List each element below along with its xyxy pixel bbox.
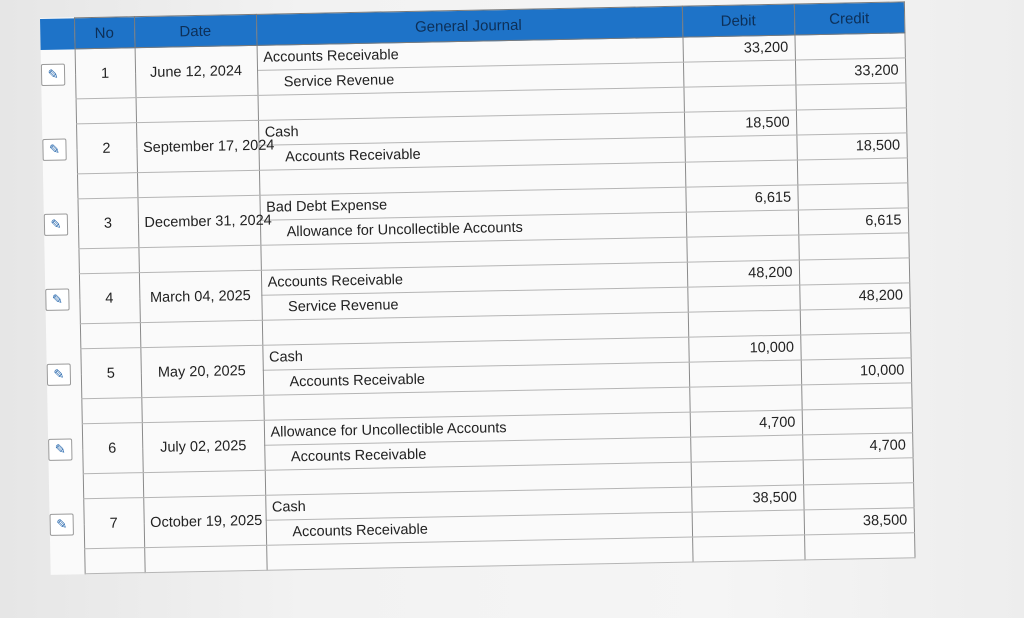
edit-cell	[46, 349, 81, 400]
entry-date[interactable]: October 19, 2025	[143, 495, 266, 547]
spacer-cell[interactable]	[692, 535, 804, 562]
spacer-cell	[141, 395, 263, 422]
spacer-cell[interactable]	[797, 158, 907, 185]
credit-empty-cell[interactable]	[799, 258, 909, 285]
journal-body	[41, 33, 915, 574]
credit-account-cell[interactable]: Service Revenue	[257, 62, 683, 95]
edit-cell	[42, 124, 77, 175]
spacer-edit-cell	[44, 249, 78, 275]
debit-amount-cell[interactable]: 38,500	[691, 485, 803, 512]
debit-empty-cell[interactable]	[684, 135, 796, 162]
spacer-cell	[136, 95, 258, 122]
debit-account-cell[interactable]: Cash	[258, 112, 684, 145]
credit-empty-cell[interactable]	[794, 33, 904, 60]
credit-account-cell[interactable]: Accounts Receivable	[266, 512, 692, 545]
pencil-icon: ✎	[48, 141, 61, 157]
header-spacer	[40, 18, 75, 50]
debit-account-cell[interactable]: Accounts Receivable	[257, 37, 683, 70]
credit-empty-cell[interactable]	[797, 183, 907, 210]
spacer-edit-cell	[42, 99, 76, 125]
credit-amount-cell[interactable]: 48,200	[799, 283, 909, 310]
entry-date[interactable]: July 02, 2025	[142, 420, 265, 472]
spacer-cell	[143, 470, 265, 497]
credit-account-cell[interactable]: Accounts Receivable	[263, 362, 689, 395]
spacer-cell[interactable]	[803, 458, 913, 485]
spacer-edit-cell	[43, 174, 77, 200]
spacer-cell	[81, 398, 141, 424]
debit-account-cell[interactable]: Bad Debt Expense	[259, 187, 685, 220]
spacer-cell[interactable]	[798, 233, 908, 260]
credit-empty-cell[interactable]	[796, 108, 906, 135]
credit-account-cell[interactable]: Service Revenue	[261, 287, 687, 320]
header-debit: Debit	[682, 4, 795, 37]
edit-cell	[43, 199, 78, 250]
pencil-icon: ✎	[47, 66, 59, 82]
debit-account-cell[interactable]: Cash	[265, 487, 691, 520]
debit-empty-cell[interactable]	[683, 60, 795, 87]
credit-amount-cell[interactable]: 33,200	[795, 58, 905, 85]
entry-number: 4	[79, 273, 140, 324]
entry-date[interactable]: June 12, 2024	[135, 45, 258, 97]
entry-number: 1	[75, 48, 136, 99]
credit-empty-cell[interactable]	[802, 408, 912, 435]
spacer-cell[interactable]	[691, 460, 803, 487]
credit-account-cell[interactable]: Allowance for Uncollectible Accounts	[260, 212, 686, 245]
entry-number: 7	[83, 498, 144, 549]
spacer-cell	[137, 170, 259, 197]
header-general-journal: General Journal	[256, 6, 683, 45]
edit-entry-button[interactable]	[50, 513, 74, 535]
spacer-cell[interactable]	[801, 383, 911, 410]
pencil-icon: ✎	[51, 291, 63, 307]
debit-amount-cell[interactable]: 48,200	[687, 260, 799, 287]
edit-entry-button[interactable]	[45, 288, 69, 310]
edit-entry-button[interactable]	[44, 213, 68, 235]
spacer-edit-cell	[46, 324, 80, 350]
debit-amount-cell[interactable]: 33,200	[682, 35, 794, 62]
credit-empty-cell[interactable]	[800, 333, 910, 360]
spacer-cell	[84, 548, 144, 574]
edit-cell	[41, 49, 76, 100]
spacer-cell	[83, 473, 143, 499]
spacer-edit-cell	[49, 474, 83, 500]
spacer-cell[interactable]	[683, 85, 795, 112]
debit-account-cell[interactable]: Accounts Receivable	[261, 262, 687, 295]
general-journal-table	[40, 1, 915, 574]
spacer-cell[interactable]	[688, 310, 800, 337]
credit-account-cell[interactable]: Accounts Receivable	[264, 437, 690, 470]
debit-empty-cell[interactable]	[689, 360, 801, 387]
edit-cell	[48, 424, 83, 475]
debit-amount-cell[interactable]: 4,700	[690, 410, 802, 437]
header-no: No	[74, 17, 135, 49]
credit-account-cell[interactable]: Accounts Receivable	[258, 137, 684, 170]
spacer-cell[interactable]	[689, 385, 801, 412]
debit-account-cell[interactable]: Cash	[262, 337, 688, 370]
header-date: Date	[134, 14, 257, 47]
debit-empty-cell[interactable]	[686, 210, 798, 237]
debit-empty-cell[interactable]	[687, 285, 799, 312]
spacer-cell[interactable]	[686, 235, 798, 262]
entry-date[interactable]: December 31, 2024	[137, 195, 260, 247]
edit-cell	[49, 499, 84, 550]
spacer-edit-cell	[47, 399, 81, 425]
debit-amount-cell[interactable]: 18,500	[684, 110, 796, 137]
credit-amount-cell[interactable]: 4,700	[802, 433, 912, 460]
spacer-cell	[77, 173, 137, 199]
edit-entry-button[interactable]	[48, 438, 72, 460]
spacer-cell[interactable]	[804, 533, 914, 560]
pencil-icon: ✎	[54, 441, 66, 457]
entry-number: 3	[77, 198, 138, 249]
edit-entry-button[interactable]	[42, 138, 66, 160]
entry-number: 5	[80, 348, 141, 399]
edit-cell	[45, 274, 80, 325]
pencil-icon: ✎	[56, 516, 68, 532]
credit-amount-cell[interactable]: 10,000	[801, 358, 911, 385]
credit-empty-cell[interactable]	[803, 483, 913, 510]
debit-empty-cell[interactable]	[690, 435, 802, 462]
entry-date[interactable]: September 17, 2024	[136, 120, 259, 172]
spacer-edit-cell	[50, 549, 84, 575]
spacer-cell	[138, 245, 260, 272]
edit-entry-button[interactable]	[41, 63, 65, 85]
entry-number: 6	[82, 423, 143, 474]
journal-sheet	[40, 1, 915, 617]
pencil-icon: ✎	[50, 216, 62, 232]
debit-empty-cell[interactable]	[692, 510, 804, 537]
spacer-cell[interactable]	[800, 308, 910, 335]
entry-number: 2	[76, 123, 137, 174]
edit-entry-button[interactable]	[47, 363, 71, 385]
debit-amount-cell[interactable]: 6,615	[685, 185, 797, 212]
header-credit: Credit	[794, 2, 905, 35]
credit-amount-cell[interactable]: 6,615	[798, 208, 908, 235]
spacer-cell	[80, 323, 140, 349]
credit-amount-cell[interactable]: 18,500	[796, 133, 906, 160]
entry-date[interactable]: May 20, 2025	[140, 345, 263, 397]
credit-amount-cell[interactable]: 38,500	[804, 508, 914, 535]
spacer-cell	[78, 248, 138, 274]
debit-amount-cell[interactable]: 10,000	[688, 335, 800, 362]
spacer-cell	[76, 98, 136, 124]
spacer-cell	[144, 545, 266, 572]
debit-account-cell[interactable]: Allowance for Uncollectible Accounts	[264, 412, 690, 445]
entry-date[interactable]: March 04, 2025	[139, 270, 262, 322]
pencil-icon: ✎	[53, 366, 65, 382]
spacer-cell[interactable]	[685, 160, 797, 187]
spacer-cell[interactable]	[795, 83, 905, 110]
spacer-cell	[140, 320, 262, 347]
